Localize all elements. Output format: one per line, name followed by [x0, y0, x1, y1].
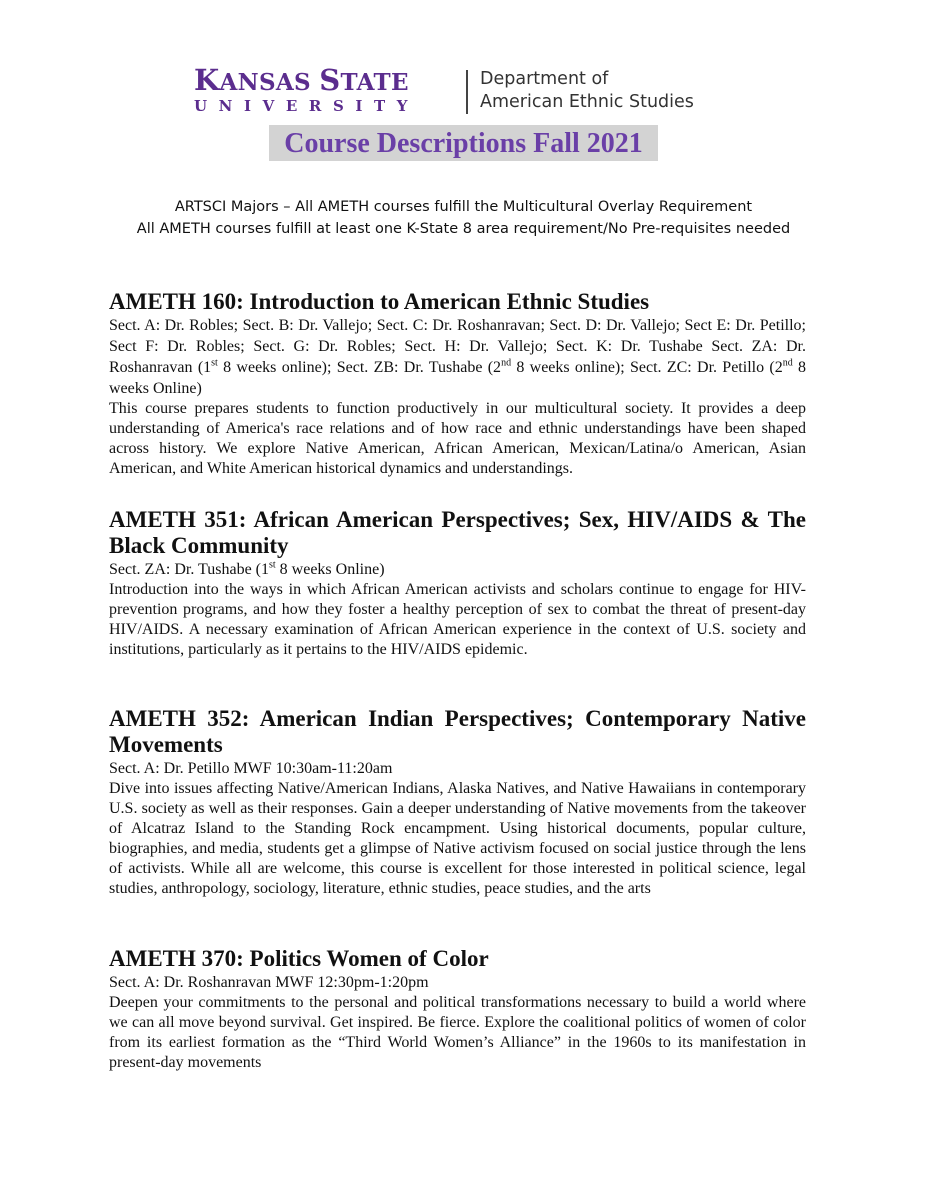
- course-sections: Sect. A: Dr. Petillo MWF 10:30am-11:20am: [109, 760, 393, 777]
- course-description: Introduction into the ways in which African American activists and scholars continue to engage for HIV-prevention programs, and how they foster a healthy perception of sex to combat the threat of present-day HIV/AIDS. A necessary examination of African American experience in the context of U.S. society and institutions, particularly as it pertains to the HIV/AIDS epidemic.: [109, 581, 806, 658]
- logo-kansas-state: KANSAS STATE: [194, 63, 409, 97]
- course-description: Deepen your commitments to the personal and political transformations necessary to build a world where we can all move beyond survival. Get inspired. Be fierce. Explore the coalitional politics of women of color from its earliest formation as the “Third World Women’s Alliance” in the 1960s to its manifestation in present-day movements: [109, 994, 806, 1071]
- notice-line-2: All AMETH courses fulfill at least one K-State 8 area requirement/No Pre-requisites needed: [136, 221, 791, 237]
- logo-divider: [466, 70, 468, 114]
- department-line-2: American Ethnic Studies: [480, 92, 694, 112]
- course-ameth-351: [109, 507, 806, 660]
- course-description: Dive into issues affecting Native/American Indians, Alaska Natives, and Native Hawaiians in contemporary U.S. society as well as their responses. Gain a deeper understanding of Native movements from the takeover of Alcatraz Island to the Standing Rock encampment. Using historical documents, popular culture, biographies, and media, students get a glimpse of Native activism focused on social justice through the lens of activists. While all are welcome, this course is excellent for those interested in political science, legal studies, anthropology, sociology, literature, ethnic studies, peace studies, and the arts: [109, 780, 806, 897]
- course-ameth-160: [109, 289, 806, 479]
- course-title: AMETH 351: African American Perspectives; Sex, HIV/AIDS & The Black Community: [109, 507, 806, 558]
- course-sections: Sect. ZA: Dr. Tushabe (1st 8 weeks Online): [109, 559, 385, 578]
- department-name: [480, 68, 694, 114]
- department-line-1: Department of: [480, 69, 609, 89]
- course-sections: Sect. A: Dr. Robles; Sect. B: Dr. Vallejo; Sect. C: Dr. Roshanravan; Sect. D: Dr. Vallejo; Sect E: Dr. Petillo; Sect F: Dr. Robles; Sect. G: Dr. Robles; Sect. H: Dr. Vallejo; Sect. K: Dr. Tushabe Sect. ZA: Dr. Roshanravan (1st 8 weeks online); Sect. ZB: Dr. Tushabe (2nd 8 weeks online); Sect. ZC: Dr. Petillo (2nd 8 weeks Online): [109, 317, 807, 397]
- kstate-logo: [194, 63, 694, 115]
- course-description: This course prepares students to function productively in our multicultural society. It provides a deep understanding of America's race relations and of how race and ethnic understandings have been shaped across history. We explore Native American, African American, Mexican/Latina/o American, Asian American, and White American historical dynamics and understandings.: [109, 400, 806, 477]
- kstate-wordmark: [194, 63, 456, 115]
- page-title: Course Descriptions Fall 2021: [269, 125, 658, 161]
- course-ameth-352: [109, 706, 806, 899]
- course-ameth-370: [109, 946, 806, 1073]
- notice-line-1: ARTSCI Majors – All AMETH courses fulfill the Multicultural Overlay Requirement: [174, 199, 753, 215]
- course-title: AMETH 160: Introduction to American Ethnic Studies: [109, 289, 650, 314]
- logo-university: UNIVERSITY: [194, 97, 420, 115]
- course-title: AMETH 370: Politics Women of Color: [109, 946, 489, 971]
- course-title: AMETH 352: American Indian Perspectives; Contemporary Native Movements: [109, 706, 806, 757]
- course-sections: Sect. A: Dr. Roshanravan MWF 12:30pm-1:20pm: [109, 974, 429, 991]
